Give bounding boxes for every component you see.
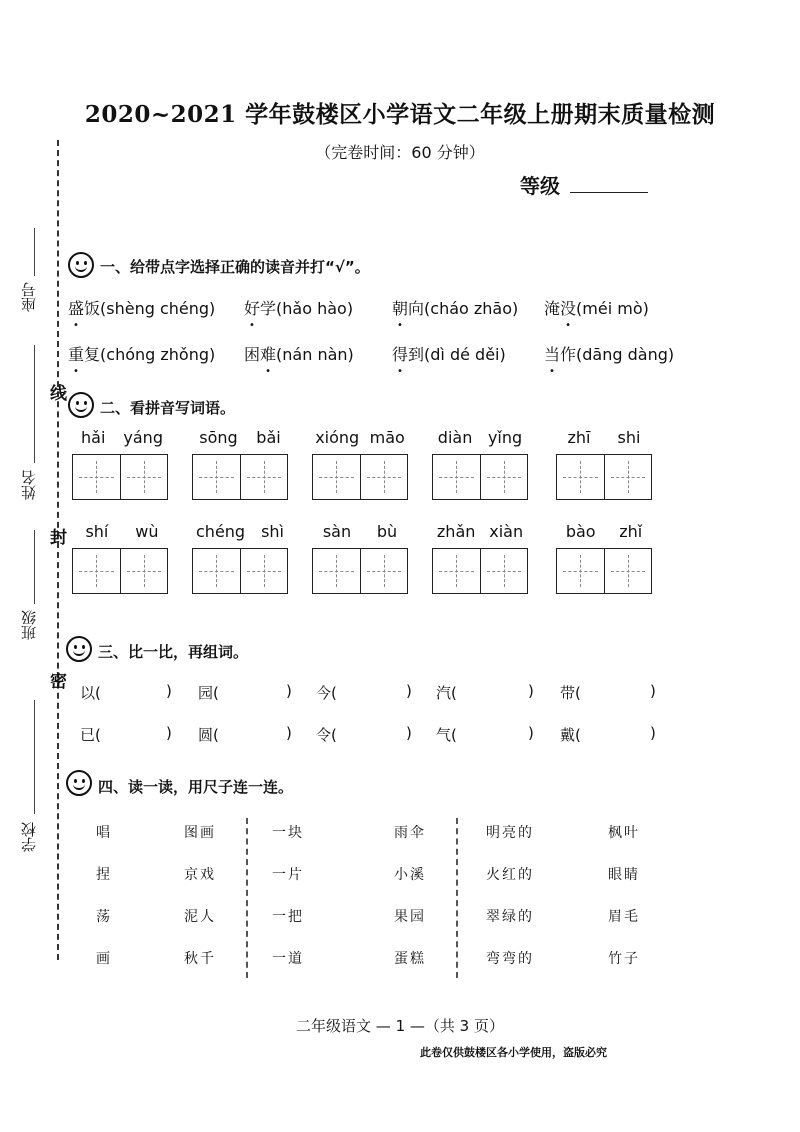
char: 困 <box>244 345 261 364</box>
compare-char: 气( <box>436 726 457 744</box>
compare-item[interactable] <box>198 682 219 703</box>
pinyin: hǎi <box>81 428 106 447</box>
time-limit: （完卷时间：60 分钟） <box>315 143 485 162</box>
link-word[interactable]: 竹子 <box>608 951 640 967</box>
pinyin: chéng <box>196 522 246 541</box>
pinyin-pair <box>554 428 654 447</box>
pinyin-pair <box>190 428 290 447</box>
link-word[interactable]: 泥人 <box>184 909 216 925</box>
compare-close: ) <box>286 682 292 700</box>
compare-char: 已( <box>80 726 101 744</box>
pinyin-choice-item[interactable] <box>68 296 215 319</box>
dotted-char: 没 <box>560 299 577 318</box>
pinyin-pair <box>188 522 292 541</box>
pinyin: shí <box>85 522 109 541</box>
pinyin: yáng <box>123 428 163 447</box>
column-divider <box>246 818 248 978</box>
link-word[interactable]: 弯弯的 <box>486 951 534 967</box>
dotted-char: 好 <box>244 299 261 318</box>
pinyin-choice-item[interactable] <box>392 296 518 319</box>
pinyin: xiàn <box>489 522 524 541</box>
link-word[interactable]: 一块 <box>272 825 304 841</box>
pinyin-pair <box>554 522 654 541</box>
pinyin-options: (cháo zhāo) <box>424 299 519 318</box>
link-word[interactable]: 眉毛 <box>608 909 640 925</box>
tianzige-box[interactable] <box>556 548 652 594</box>
tianzige-box[interactable] <box>72 548 168 594</box>
dotted-char: 当 <box>544 345 561 364</box>
compare-char: 令( <box>316 726 337 744</box>
link-word[interactable]: 火红的 <box>486 867 534 883</box>
compare-close: ) <box>528 682 534 700</box>
link-word[interactable]: 画 <box>96 951 112 967</box>
smiley-icon <box>68 392 94 418</box>
tianzige-box[interactable] <box>192 548 288 594</box>
link-word[interactable]: 眼睛 <box>608 867 640 883</box>
pinyin: sōng <box>199 428 238 447</box>
pinyin-choice-item[interactable] <box>544 296 649 319</box>
link-word[interactable]: 唱 <box>96 825 112 841</box>
compare-close: ) <box>528 724 534 742</box>
pinyin: zhī <box>567 428 591 447</box>
dotted-char: 难 <box>260 345 277 364</box>
tianzige-box[interactable] <box>312 548 408 594</box>
pinyin: zhǎn <box>436 522 476 541</box>
compare-item[interactable] <box>198 724 219 745</box>
link-word[interactable]: 明亮的 <box>486 825 534 841</box>
side-field-school: 学校 <box>20 822 38 852</box>
link-word[interactable]: 京戏 <box>184 867 216 883</box>
char: 复 <box>84 345 101 364</box>
compare-item[interactable] <box>80 724 101 745</box>
side-field-class: 班级 <box>20 610 38 640</box>
link-word[interactable]: 果园 <box>394 909 426 925</box>
tianzige-box[interactable] <box>556 454 652 500</box>
compare-char: 圆( <box>198 726 219 744</box>
pinyin-options: (chóng zhǒng) <box>100 345 216 364</box>
pinyin-choice-item[interactable] <box>244 342 354 365</box>
grade-blank[interactable] <box>570 192 648 193</box>
link-word[interactable]: 小溪 <box>394 867 426 883</box>
smiley-icon <box>68 252 94 278</box>
tianzige-box[interactable] <box>432 548 528 594</box>
pinyin-choice-item[interactable] <box>544 342 674 365</box>
page-title: 2020~2021 学年鼓楼区小学语文二年级上册期末质量检测 <box>84 101 716 128</box>
grade-label: 等级 <box>520 174 560 198</box>
link-word[interactable]: 蛋糕 <box>394 951 426 967</box>
pinyin-choice-item[interactable] <box>68 342 215 365</box>
link-word[interactable]: 秋千 <box>184 951 216 967</box>
seal-feng: 封 <box>46 528 66 545</box>
compare-close: ) <box>166 724 172 742</box>
pinyin: bǎi <box>256 428 281 447</box>
compare-item[interactable] <box>80 682 101 703</box>
char: 学 <box>260 299 277 318</box>
pinyin-options: (hǎo hào) <box>276 299 354 318</box>
link-word[interactable]: 翠绿的 <box>486 909 534 925</box>
link-word[interactable]: 雨伞 <box>394 825 426 841</box>
pinyin: xióng <box>315 428 360 447</box>
name-blank[interactable] <box>34 345 35 463</box>
pinyin: māo <box>369 428 405 447</box>
compare-close: ) <box>166 682 172 700</box>
compare-char: 园( <box>198 684 219 702</box>
link-word[interactable]: 枫叶 <box>608 825 640 841</box>
link-word[interactable]: 荡 <box>96 909 112 925</box>
smiley-icon <box>66 636 92 662</box>
seat-blank[interactable] <box>34 228 35 276</box>
compare-item[interactable] <box>560 682 581 703</box>
pinyin-pair <box>310 428 410 447</box>
copyright-note: 此卷仅供鼓楼区各小学使用，盗版必究 <box>420 1046 607 1059</box>
compare-char: 汽( <box>436 684 457 702</box>
seal-xian: 线 <box>46 384 66 401</box>
class-blank[interactable] <box>34 530 35 604</box>
link-word[interactable]: 一道 <box>272 951 304 967</box>
pinyin-options: (dāng dàng) <box>576 345 675 364</box>
pinyin-pair <box>72 522 172 541</box>
pinyin: yǐng <box>487 428 523 447</box>
compare-close: ) <box>406 724 412 742</box>
tianzige-box[interactable] <box>432 454 528 500</box>
compare-close: ) <box>650 724 656 742</box>
compare-char: 带( <box>560 684 581 702</box>
section2-title: 二、看拼音写词语。 <box>100 399 236 417</box>
dotted-char: 重 <box>68 345 85 364</box>
tianzige-box[interactable] <box>192 454 288 500</box>
tianzige-box[interactable] <box>72 454 168 500</box>
char: 到 <box>408 345 425 364</box>
dotted-char: 得 <box>392 345 409 364</box>
compare-close: ) <box>286 724 292 742</box>
compare-item[interactable] <box>436 682 457 703</box>
pinyin: shi <box>617 428 641 447</box>
char: 向 <box>408 299 425 318</box>
page-number: 二年级语文 — 1 —（共 3 页） <box>296 1017 504 1035</box>
pinyin: bào <box>565 522 596 541</box>
compare-item[interactable] <box>316 682 337 703</box>
pinyin-choice-item[interactable] <box>244 296 353 319</box>
pinyin: sàn <box>322 522 352 541</box>
compare-item[interactable] <box>316 724 337 745</box>
pinyin-pair <box>72 428 172 447</box>
compare-char: 今( <box>316 684 337 702</box>
dotted-char: 盛 <box>68 299 85 318</box>
section4-title: 四、读一读，用尺子连一连。 <box>98 778 294 796</box>
school-blank[interactable] <box>34 700 35 814</box>
side-field-seat: 座号 <box>20 282 38 312</box>
compare-close: ) <box>406 682 412 700</box>
binding-cut-line <box>57 140 59 960</box>
pinyin-options: (nán nàn) <box>276 345 354 364</box>
pinyin: bù <box>376 522 398 541</box>
pinyin-pair <box>430 522 530 541</box>
pinyin-options: (méi mò) <box>576 299 649 318</box>
pinyin-pair <box>310 522 410 541</box>
pinyin-choice-item[interactable] <box>392 342 506 365</box>
column-divider <box>456 818 458 978</box>
pinyin: wù <box>135 522 159 541</box>
compare-item[interactable] <box>560 724 581 745</box>
smiley-icon <box>66 770 92 796</box>
section1-title: 一、给带点字选择正确的读音并打“√”。 <box>100 258 370 276</box>
link-word[interactable]: 一片 <box>272 867 304 883</box>
pinyin-pair <box>430 428 530 447</box>
compare-char: 以( <box>80 684 101 702</box>
char: 饭 <box>84 299 101 318</box>
seal-mi: 密 <box>46 672 66 689</box>
link-word[interactable]: 图画 <box>184 825 216 841</box>
pinyin-options: (shèng chéng) <box>100 299 216 318</box>
side-field-name: 姓名 <box>20 470 38 500</box>
pinyin: shì <box>261 522 284 541</box>
link-word[interactable]: 一把 <box>272 909 304 925</box>
char: 淹 <box>544 299 561 318</box>
pinyin-options: (dì dé děi) <box>424 345 506 364</box>
compare-item[interactable] <box>436 724 457 745</box>
section3-title: 三、比一比，再组词。 <box>98 643 249 661</box>
link-word[interactable]: 捏 <box>96 867 112 883</box>
tianzige-box[interactable] <box>312 454 408 500</box>
dotted-char: 朝 <box>392 299 409 318</box>
pinyin: zhǐ <box>619 522 643 541</box>
pinyin: diàn <box>437 428 473 447</box>
char: 作 <box>560 345 577 364</box>
compare-close: ) <box>650 682 656 700</box>
compare-char: 戴( <box>560 726 581 744</box>
